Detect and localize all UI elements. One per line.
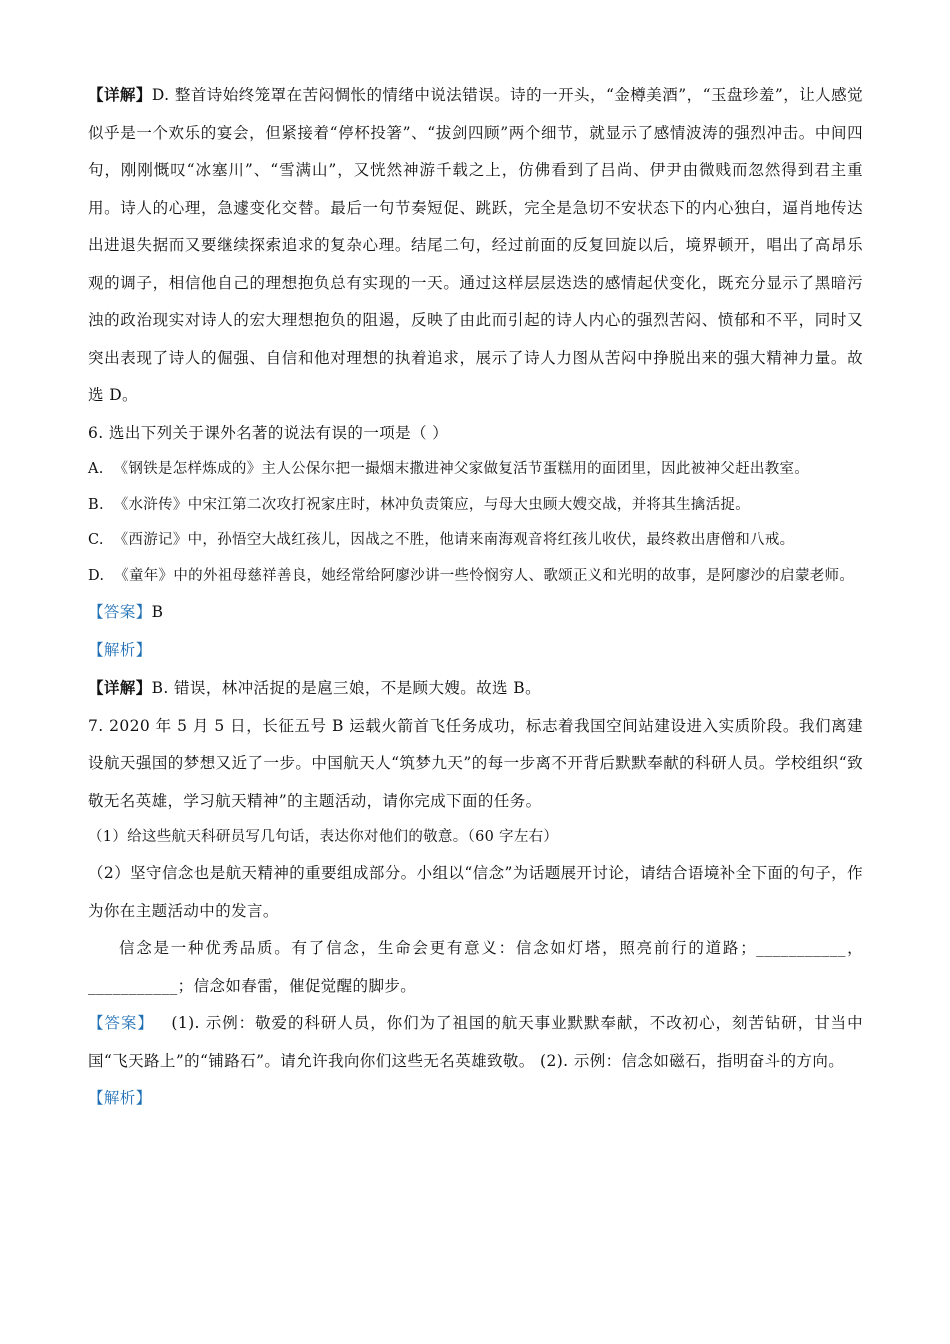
- option-label: C.: [88, 532, 104, 548]
- question-7-stem: 7. 2020 年 5 月 5 日，长征五号 B 运载火箭首飞任务成功，标志着我国空间站建设进入实质阶段。我们离建设航天强国的梦想又近了一步。中国航天人“筑梦九天”的每一步离不开背后默默奉献的科研人员。学校组织“致敬无名英雄，学习航天精神”的主题活动，请你完成下面的任务。: [88, 716, 863, 810]
- question-6-stem: 6. 选出下列关于课外名著的说法有误的一项是（ ）: [88, 423, 449, 442]
- question-6-detail: [88, 669, 863, 708]
- question-6-option-d: [88, 559, 863, 595]
- detail-tag: 【详解】: [88, 678, 152, 697]
- detail-tag: 【详解】: [88, 85, 152, 104]
- option-text: 《水浒传》中宋江第二次攻打祝家庄时，林冲负责策应，与母大虫顾大嫂交战，并将其生擒活捉。: [113, 496, 751, 513]
- question-6-option-a: [88, 452, 863, 488]
- answer-value: (1). 示例：敬爱的科研人员，你们为了祖国的航天事业默默奉献，不改初心，刻苦钻研，甘当中国“飞天路上”的“铺路石”。请允许我向你们这些无名英雄致敬。 (2). 示例：信念如磁石，指明奋斗的方向。: [88, 1014, 863, 1070]
- option-text: 《西游记》中，孙悟空大战红孩儿，因战之不胜，他请来南海观音将红孩儿收伏，最终救出唐僧和八戒。: [113, 532, 795, 548]
- answer-value: B: [151, 603, 164, 621]
- detail-paragraph-prev: [88, 76, 863, 415]
- question-7-analysis: [88, 1080, 863, 1118]
- question-7-sub2: （2）坚守信念也是航天精神的重要组成部分。小组以“信念”为话题展开讨论，请结合语境补全下面的句子，作为你在主题活动中的发言。: [88, 864, 863, 920]
- document-page: [88, 76, 863, 1118]
- question-6-analysis: [88, 632, 863, 670]
- answer-tag: 【答案】: [88, 603, 152, 621]
- option-label: D.: [88, 567, 105, 584]
- detail-text: B. 错误，林冲活捉的是扈三娘，不是顾大嫂。故选 B。: [151, 679, 541, 697]
- option-label: B.: [88, 496, 104, 513]
- question-7-answer: [88, 1005, 863, 1080]
- option-text: 《童年》中的外祖母慈祥善良，她经常给阿廖沙讲一些怜悯穷人、歌颂正义和光明的故事，是阿廖沙的启蒙老师。: [114, 567, 855, 584]
- option-label: A.: [88, 461, 104, 477]
- question-6-option-b: [88, 488, 863, 524]
- option-text: 《钢铁是怎样炼成的》主人公保尔把一撮烟末撒进神父家做复活节蛋糕用的面团里，因此被神父赶出教室。: [113, 461, 810, 477]
- question-6-option-c: [88, 523, 863, 559]
- analysis-tag: 【解析】: [88, 640, 152, 659]
- question-6-answer: [88, 594, 863, 632]
- analysis-tag: 【解析】: [88, 1089, 152, 1107]
- question-7-sub1: （1）给这些航天科研员写几句话，表达你对他们的敬意。（60 字左右）: [88, 829, 559, 845]
- answer-tag: 【答案】: [88, 1014, 154, 1032]
- detail-text: D. 整首诗始终笼罩在苦闷惆怅的情绪中说法错误。诗的一开头，“金樽美酒”，“玉盘珍羞”，让人感觉似乎是一个欢乐的宴会，但紧接着“停杯投箸”、“拔剑四顾”两个细节，就显示了感情波涛的强烈冲击。中间四句，刚刚慨叹“冰塞川”、“雪满山”，又恍然神游千载之上，仿佛看到了吕尚、伊尹由微贱而忽然得到君主重用。诗人的心理，急遽变化交替。最后一句节奏短促、跳跃，完全是急切不安状态下的内心独白，逼肖地传达出进退失据而又要继续探索追求的复杂心理。结尾二句，经过前面的反复回旋以后，境界顿开，唱出了高昂乐观的调子，相信他自己的理想抱负总有实现的一天。通过这样层层迭迭的感情起伏变化，既充分显示了黑暗污浊的政治现实对诗人的宏大理想抱负的阻遏，反映了由此而引起的诗人内心的强烈苦闷、愤郁和不平，同时又突出表现了诗人的倔强、自信和他对理想的执着追求，展示了诗人力图从苦闷中挣脱出来的强大精神力量。故选 D。: [88, 86, 863, 404]
- question-7-fill-line: 信念是一种优秀品质。有了信念，生命会更有意义：信念如灯塔，照亮前行的道路；___________，___________；信念如春雷，催促觉醒的脚步。: [88, 939, 863, 995]
